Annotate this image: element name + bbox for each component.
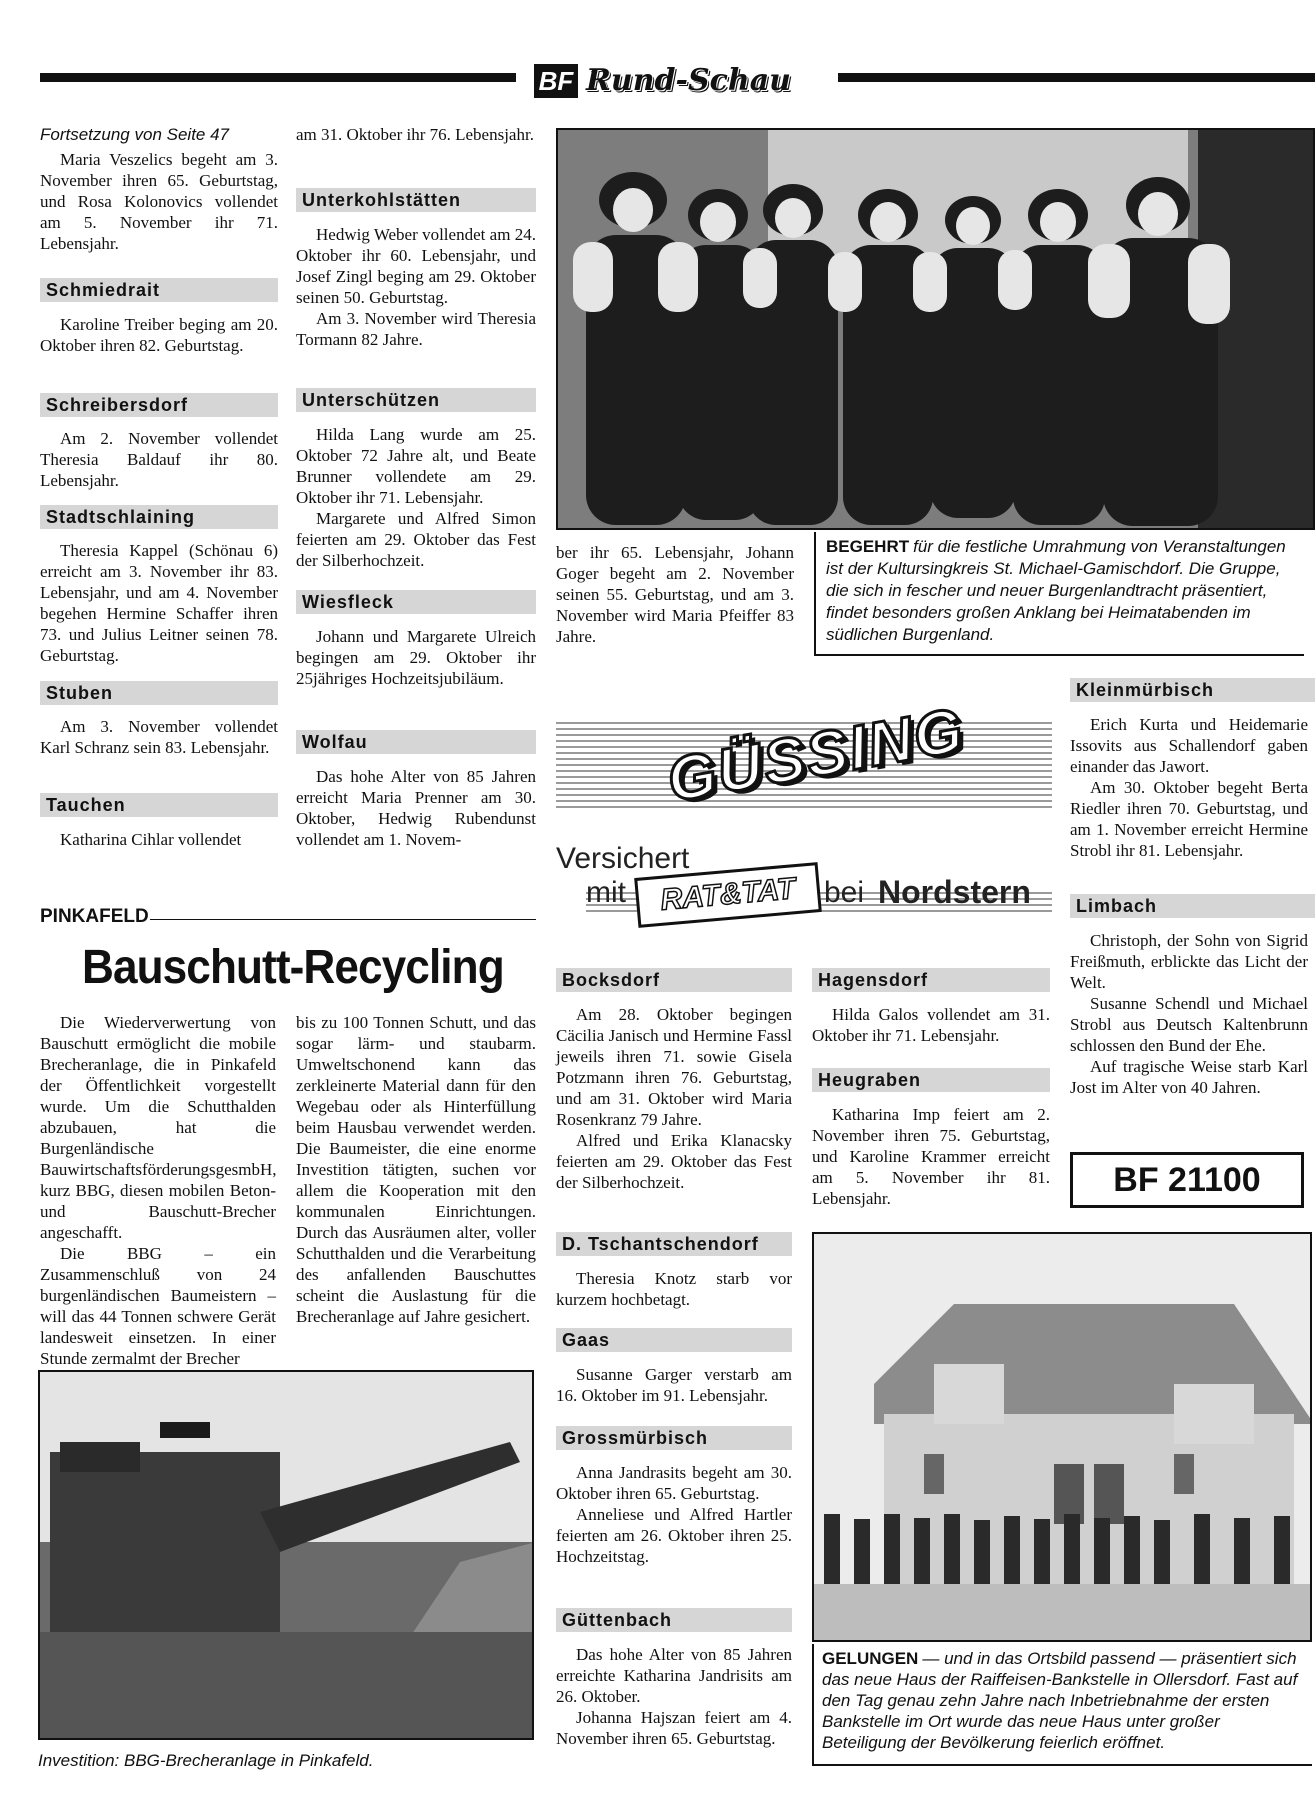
bank-photo bbox=[812, 1232, 1312, 1642]
ad-line2b: bei bbox=[824, 876, 865, 909]
article-kicker: PINKAFELD bbox=[40, 906, 149, 927]
section-heading: Güttenbach bbox=[556, 1608, 792, 1632]
paragraph: am 31. Oktober ihr 76. Lebensjahr. bbox=[296, 125, 534, 144]
column-1-block bbox=[40, 829, 278, 850]
paragraph: Das hohe Alter von 85 Jahren erreichte Katharina Jandrisits am 26. Oktober. bbox=[556, 1645, 792, 1706]
paragraph: Alfred und Erika Klanacsky feierten am 29. Oktober das Fest der Silberhochzeit. bbox=[556, 1131, 792, 1192]
paragraph: Am 3. November wird Theresia Tormann 82 Jahre. bbox=[296, 309, 536, 349]
paragraph: Am 28. Oktober begingen Cäcilia Janisch und Hermine Fassl jeweils ihren 71. sowie Gisela Potzmann ihren 76. Geburtstag, und am 31. Oktober wird Maria Rosenkranz 79 Jahre. bbox=[556, 1005, 792, 1129]
paragraph: Hedwig Weber vollendet am 24. Oktober ihr 60. Lebensjahr, und Josef Zingl beging am 29. Oktober seinen 50. Geburtstag. bbox=[296, 225, 536, 307]
section-heading: Grossmürbisch bbox=[556, 1426, 792, 1450]
bank-illustration bbox=[814, 1234, 1312, 1642]
crusher-caption: Investition: BBG-Brecheranlage in Pinkafeld. bbox=[38, 1751, 374, 1770]
paragraph: bis zu 100 Tonnen Schutt, und das sogar lärm- und staubarm. Umweltschonend kann das zerkleinerte Material dann für den Wegebau oder als Hinterfüllung beim Hausbau verwendet werden. Die Baumeister, die eine enorme Investition tätigten, suchen vor allem die Kooperation mit den kommunalen Einrichtungen. Durch das Ausräumen alter, voller Schutthalden und die Verarbeitung des anfallenden Bauschuttes scheint die Auslastung für die Brecheranlage auf Jahre gesichert. bbox=[296, 1013, 536, 1326]
ad-brand: Nordstern bbox=[878, 874, 1031, 910]
column-mid-block bbox=[556, 1364, 792, 1406]
caption-bold: BEGEHRT bbox=[826, 537, 910, 556]
section-heading: Bocksdorf bbox=[556, 968, 792, 992]
section-heading: Stadtschlaining bbox=[40, 505, 278, 529]
paragraph: Karoline Treiber beging am 20. Oktober ihren 82. Geburtstag. bbox=[40, 315, 278, 355]
paragraph: Anneliese und Alfred Hartler feierten am 26. Oktober ihren 25. Hochzeitstag. bbox=[556, 1505, 792, 1566]
section-heading: Unterschützen bbox=[296, 388, 536, 412]
header-rule-left bbox=[40, 73, 516, 82]
section-heading: Kleinmürbisch bbox=[1070, 678, 1315, 702]
section-heading: Stuben bbox=[40, 681, 278, 705]
column-mid-block bbox=[556, 1268, 792, 1310]
masthead bbox=[530, 62, 830, 102]
crusher-photo bbox=[38, 1370, 534, 1740]
choir-illustration bbox=[558, 130, 1315, 530]
column-mid-block bbox=[556, 1644, 792, 1749]
choir-photo bbox=[556, 128, 1315, 530]
rat-tat-badge: RAT&TAT bbox=[634, 862, 822, 928]
section-heading: Schmiedrait bbox=[40, 278, 278, 302]
paragraph: Theresia Kappel (Schönau 6) erreicht am 3. November ihr 83. Lebensjahr, und am 4. November begehen Hermine Schaffer ihren 73. und Julius Leitner seinen 78. Geburtstag. bbox=[40, 541, 278, 665]
section-heading: Tauchen bbox=[40, 793, 278, 817]
caption-bold: GELUNGEN bbox=[822, 1649, 919, 1668]
paragraph: Erich Kurta und Heidemarie Issovits aus Schallendorf gaben einander das Jawort. bbox=[1070, 715, 1308, 776]
section-heading: Hagensdorf bbox=[812, 968, 1050, 992]
paragraph: Johanna Hajszan feiert am 4. November ihren 65. Geburtstag. bbox=[556, 1708, 792, 1748]
paragraph: Die Wiederverwertung von Bauschutt ermöglicht die mobile Brecheranlage, die in Pinkafeld der Öffentlichkeit vorgestellt wurde. Um die Schutthalden abzubauen, hat die Burgenländische BauwirtschaftsförderungsgesmbH, kurz BBG, diesen mobilen Beton- und Bauschutt-Brecher angeschafft. bbox=[40, 1013, 277, 1242]
header-rule-right bbox=[838, 73, 1315, 82]
nordstern-ad bbox=[556, 680, 1052, 942]
column-right-block bbox=[1070, 930, 1308, 1098]
paragraph: Auf tragische Weise starb Karl Jost im Alter von 40 Jahren. bbox=[1070, 1057, 1308, 1097]
section-title: Rund-Schau bbox=[586, 63, 791, 98]
paragraph: Margarete und Alfred Simon feierten am 29. Oktober das Fest der Silberhochzeit. bbox=[296, 509, 536, 570]
caption-text: für die festliche Umrahmung von Veranstaltungen ist der Kultursingkreis St. Michael-Gamischdorf. Die Gruppe, die sich in fescher und neuer Burgenlandtracht präsentiert, findet besonders großen Anklang bei Heimatabenden im südlichen Burgenland. bbox=[826, 537, 1286, 644]
paragraph: Katharina Imp feiert am 2. November ihren 75. Geburtstag, und Karoline Krammer erreicht am 5. November ihr 81. Lebensjahr. bbox=[812, 1105, 1050, 1208]
column-1-block bbox=[40, 540, 278, 666]
column-2-block bbox=[296, 626, 536, 689]
column-mid2-block bbox=[812, 1004, 1050, 1046]
paragraph: Anna Jandrasits begeht am 30. Oktober ihren 65. Geburtstag. bbox=[556, 1463, 792, 1503]
section-heading: Schreibersdorf bbox=[40, 393, 278, 417]
paragraph: Die BBG – ein Zusammenschluß von 24 burgenländischen Baumeistern – will das 44 Tonnen schwere Gerät landesweit einsetzen. In einer Stunde zermalmt der Brecher bbox=[40, 1244, 276, 1368]
article-column-a bbox=[40, 1012, 276, 1369]
paragraph: Hilda Lang wurde am 25. Oktober 72 Jahre alt, und Beate Brunner vollendete am 29. Oktober ihr 71. Lebensjahr. bbox=[296, 425, 536, 507]
ad-line2a: mit bbox=[586, 876, 626, 909]
section-heading: Wolfau bbox=[296, 730, 536, 754]
section-heading: Unterkohlstätten bbox=[296, 188, 536, 212]
paragraph: Johann und Margarete Ulreich begingen am 29. Oktober ihr 25jähriges Hochzeitsjubiläum. bbox=[296, 627, 536, 688]
crusher-illustration bbox=[40, 1372, 534, 1740]
bf-logo: BF bbox=[534, 64, 578, 98]
column-right-block bbox=[1070, 714, 1308, 861]
ad-town: GÜSSING bbox=[662, 695, 970, 816]
paragraph: Maria Veszelics begeht am 3. November ihren 65. Geburtstag, und Rosa Kolonovics vollendet am 5. November ihr 71. Lebensjahr. bbox=[40, 150, 278, 253]
column-1-block bbox=[40, 314, 278, 356]
article-headline: Bauschutt-Recycling bbox=[82, 941, 504, 994]
column-mid-block bbox=[556, 1004, 792, 1193]
section-heading: Gaas bbox=[556, 1328, 792, 1352]
continuation-note: Fortsetzung von Seite 47 bbox=[40, 125, 230, 144]
kicker-rule bbox=[150, 919, 536, 920]
column-1-block bbox=[40, 716, 278, 758]
article-column-b bbox=[296, 1012, 536, 1327]
paragraph: Susanne Garger verstarb am 16. Oktober im 91. Lebensjahr. bbox=[556, 1365, 792, 1405]
section-heading: D. Tschantschendorf bbox=[556, 1232, 792, 1256]
choir-caption-box bbox=[814, 532, 1304, 656]
column-2 bbox=[296, 124, 536, 145]
paragraph: Am 30. Oktober begeht Berta Riedler ihren 70. Geburtstag, und am 1. November erreicht Hermine Strobl ihr 81. Lebensjahr. bbox=[1070, 778, 1308, 860]
paragraph: ber ihr 65. Lebensjahr, Johann Goger begeht am 2. November seinen 55. Geburtstag, und am 3. November wird Maria Pfeiffer 83 Jahre. bbox=[556, 543, 794, 646]
column-2-block bbox=[296, 224, 536, 350]
paragraph: Am 2. November vollendet Theresia Baldauf ihr 80. Lebensjahr. bbox=[40, 429, 278, 490]
code-box: BF 21100 bbox=[1070, 1152, 1304, 1208]
column-1 bbox=[40, 124, 278, 254]
ad-line1: Versichert bbox=[556, 842, 690, 875]
caption-text: — und in das Ortsbild passend — präsentiert sich das neue Haus der Raiffeisen-Bankstelle in Ollersdorf. Fast auf den Tag genau zehn Jahre nach Inbetriebnahme der ersten Bankstelle im Ort wurde das neue Haus unter großer Beteiligung der Bevölkerung feierlich eröffnet. bbox=[822, 1649, 1298, 1752]
column-mid2-block bbox=[812, 1104, 1050, 1209]
paragraph: Susanne Schendl und Michael Strobl aus Deutsch Kaltenbrunn schlossen den Bund der Ehe. bbox=[1070, 994, 1308, 1055]
column-2-block bbox=[296, 424, 536, 571]
paragraph: Theresia Knotz starb vor kurzem hochbetagt. bbox=[556, 1269, 792, 1309]
column-2-block bbox=[296, 766, 536, 850]
column-1-block bbox=[40, 428, 278, 491]
bank-caption-box bbox=[812, 1644, 1312, 1766]
section-heading: Limbach bbox=[1070, 894, 1315, 918]
paragraph: Am 3. November vollendet Karl Schranz sein 83. Lebensjahr. bbox=[40, 717, 278, 757]
section-heading: Wiesfleck bbox=[296, 590, 536, 614]
paragraph: Katharina Cihlar vollendet bbox=[60, 830, 242, 849]
column-3-top bbox=[556, 542, 794, 647]
column-mid-block bbox=[556, 1462, 792, 1567]
section-heading: Heugraben bbox=[812, 1068, 1050, 1092]
paragraph: Christoph, der Sohn von Sigrid Freißmuth, erblickte das Licht der Welt. bbox=[1070, 931, 1308, 992]
paragraph: Das hohe Alter von 85 Jahren erreicht Maria Prenner am 30. Oktober, Hedwig Rubendunst vollendet am 1. Novem- bbox=[296, 767, 536, 849]
paragraph: Hilda Galos vollendet am 31. Oktober ihr 71. Lebensjahr. bbox=[812, 1005, 1050, 1045]
